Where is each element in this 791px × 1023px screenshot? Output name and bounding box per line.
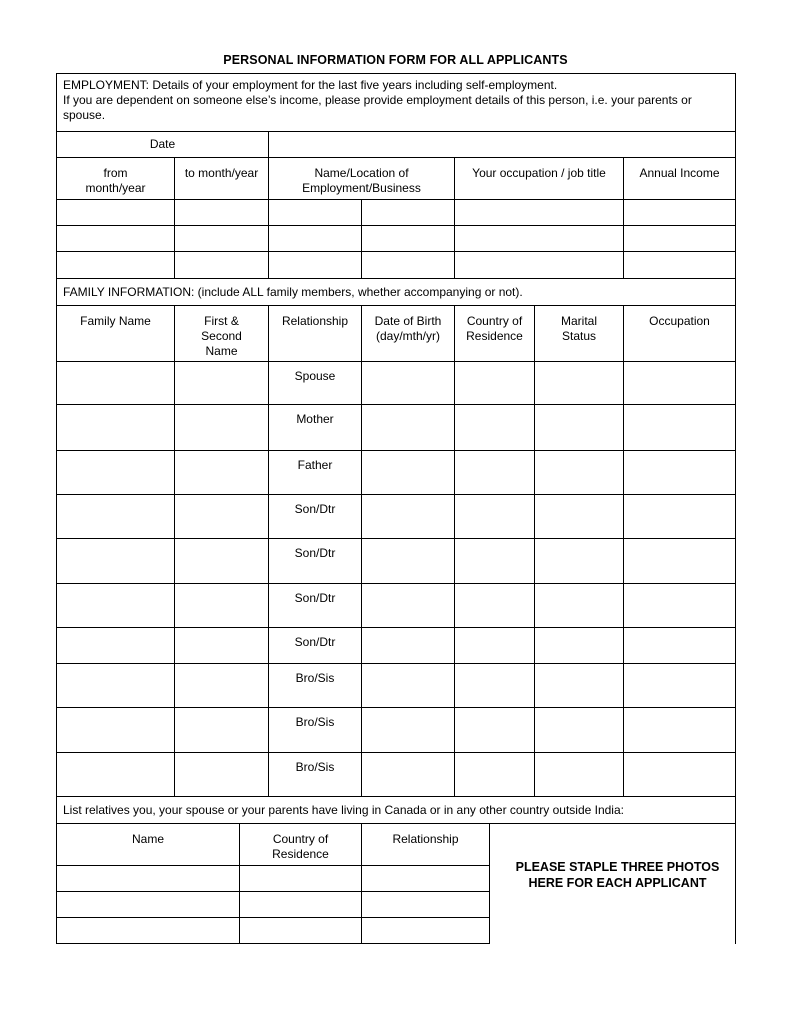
- emp-name-cell[interactable]: [269, 200, 362, 226]
- family-name-input[interactable]: [57, 451, 174, 465]
- relative-name-cell[interactable]: [57, 866, 240, 892]
- family-row: [57, 664, 736, 708]
- relative-country-cell[interactable]: [240, 866, 362, 892]
- family-row: [57, 753, 736, 797]
- country-cell[interactable]: [455, 495, 535, 539]
- relative-country-cell[interactable]: [240, 892, 362, 918]
- occupation-input[interactable]: [624, 362, 735, 376]
- first-name-cell[interactable]: [175, 584, 269, 628]
- header-date-of-birth: Date of Birth (day/mth/yr): [362, 306, 455, 362]
- country-cell[interactable]: [455, 708, 535, 753]
- relationship-cell: Mother: [269, 405, 362, 451]
- relationship-cell: Bro/Sis: [269, 664, 362, 708]
- marital-input[interactable]: [535, 405, 623, 419]
- family-name-cell[interactable]: [57, 664, 175, 708]
- marital-cell[interactable]: [535, 362, 624, 405]
- header-relative-name: Name: [57, 824, 240, 866]
- occupation-input[interactable]: [624, 628, 735, 642]
- occupation-input[interactable]: [624, 405, 735, 419]
- dob-input[interactable]: [362, 584, 454, 598]
- header-annual-income: Annual Income: [624, 158, 736, 200]
- marital-input[interactable]: [535, 628, 623, 642]
- emp-occupation-input[interactable]: [455, 226, 623, 240]
- family-row: [57, 584, 736, 628]
- relative-name-cell[interactable]: [57, 918, 240, 944]
- dob-cell[interactable]: [362, 708, 455, 753]
- relationship-cell: Father: [269, 451, 362, 495]
- emp-to-cell[interactable]: [175, 252, 269, 279]
- family-name-cell[interactable]: [57, 405, 175, 451]
- country-cell[interactable]: [455, 362, 535, 405]
- first-name-cell[interactable]: [175, 753, 269, 797]
- occupation-cell[interactable]: [624, 708, 736, 753]
- family-name-input[interactable]: [57, 753, 174, 767]
- occupation-cell[interactable]: [624, 451, 736, 495]
- header-relative-country: Country of Residence: [240, 824, 362, 866]
- first-name-input[interactable]: [175, 405, 268, 419]
- emp-location-cell[interactable]: [362, 200, 455, 226]
- relative-relationship-cell[interactable]: [362, 892, 490, 918]
- occupation-cell[interactable]: [624, 584, 736, 628]
- first-name-input[interactable]: [175, 362, 268, 376]
- family-name-cell[interactable]: [57, 362, 175, 405]
- family-row: [57, 495, 736, 539]
- relative-country-input[interactable]: [240, 918, 361, 932]
- country-cell[interactable]: [455, 584, 535, 628]
- date-field-cell[interactable]: [269, 132, 736, 158]
- relatives-intro: List relatives you, your spouse or your parents have living in Canada or in any other country outside India:: [57, 797, 736, 824]
- occupation-cell[interactable]: [624, 539, 736, 584]
- family-row: [57, 539, 736, 584]
- first-name-input[interactable]: [175, 495, 268, 509]
- emp-location-cell[interactable]: [362, 226, 455, 252]
- first-name-cell[interactable]: [175, 495, 269, 539]
- header-family-name: Family Name: [57, 306, 175, 362]
- employment-intro-line2: If you are dependent on someone else’s income, please provide employment details of this person, i.e. your parents or spouse.: [63, 93, 692, 122]
- header-occupation: Occupation: [624, 306, 736, 362]
- country-input[interactable]: [455, 753, 534, 767]
- first-name-cell[interactable]: [175, 362, 269, 405]
- family-name-input[interactable]: [57, 405, 174, 419]
- country-cell[interactable]: [455, 451, 535, 495]
- country-input[interactable]: [455, 362, 534, 376]
- first-name-input[interactable]: [175, 451, 268, 465]
- relationship-cell: Son/Dtr: [269, 628, 362, 664]
- marital-cell[interactable]: [535, 628, 624, 664]
- country-input[interactable]: [455, 495, 534, 509]
- emp-from-cell[interactable]: [57, 252, 175, 279]
- relationship-cell: Son/Dtr: [269, 495, 362, 539]
- country-cell[interactable]: [455, 628, 535, 664]
- emp-to-input[interactable]: [175, 226, 268, 240]
- family-name-input[interactable]: [57, 708, 174, 722]
- country-input[interactable]: [455, 584, 534, 598]
- marital-cell[interactable]: [535, 539, 624, 584]
- country-input[interactable]: [455, 664, 534, 678]
- dob-cell[interactable]: [362, 628, 455, 664]
- occupation-cell[interactable]: [624, 628, 736, 664]
- relative-relationship-input[interactable]: [362, 918, 489, 932]
- country-cell[interactable]: [455, 664, 535, 708]
- first-name-cell[interactable]: [175, 664, 269, 708]
- country-cell[interactable]: [455, 405, 535, 451]
- occupation-cell[interactable]: [624, 495, 736, 539]
- header-first-second-name: First & Second Name: [175, 306, 269, 362]
- date-label: Date: [57, 132, 269, 158]
- marital-input[interactable]: [535, 664, 623, 678]
- relative-name-input[interactable]: [57, 918, 239, 932]
- relationship-cell: Bro/Sis: [269, 708, 362, 753]
- country-cell[interactable]: [455, 539, 535, 584]
- family-name-cell[interactable]: [57, 753, 175, 797]
- emp-from-cell[interactable]: [57, 226, 175, 252]
- relative-relationship-cell[interactable]: [362, 918, 490, 944]
- occupation-cell[interactable]: [624, 664, 736, 708]
- occupation-cell[interactable]: [624, 405, 736, 451]
- country-cell[interactable]: [455, 753, 535, 797]
- dob-cell[interactable]: [362, 362, 455, 405]
- relative-relationship-cell[interactable]: [362, 866, 490, 892]
- emp-name-cell[interactable]: [269, 252, 362, 279]
- marital-cell[interactable]: [535, 495, 624, 539]
- emp-from-input[interactable]: [57, 200, 174, 214]
- emp-name-input[interactable]: [269, 252, 361, 266]
- family-name-cell[interactable]: [57, 495, 175, 539]
- family-name-input[interactable]: [57, 362, 174, 376]
- emp-from-input[interactable]: [57, 226, 174, 240]
- family-name-input[interactable]: [57, 539, 174, 553]
- family-row: [57, 628, 736, 664]
- emp-to-cell[interactable]: [175, 200, 269, 226]
- emp-location-input[interactable]: [362, 200, 454, 214]
- family-name-cell[interactable]: [57, 628, 175, 664]
- relative-relationship-input[interactable]: [362, 892, 489, 906]
- date-input[interactable]: [269, 132, 735, 146]
- country-input[interactable]: [455, 405, 534, 419]
- family-row: [57, 362, 736, 405]
- relative-name-cell[interactable]: [57, 892, 240, 918]
- family-row: [57, 405, 736, 451]
- family-name-cell[interactable]: [57, 584, 175, 628]
- first-name-input[interactable]: [175, 753, 268, 767]
- occupation-cell[interactable]: [624, 753, 736, 797]
- relative-country-input[interactable]: [240, 866, 361, 880]
- family-name-cell[interactable]: [57, 708, 175, 753]
- marital-input[interactable]: [535, 362, 623, 376]
- family-intro: FAMILY INFORMATION: (include ALL family members, whether accompanying or not).: [57, 279, 736, 306]
- marital-cell[interactable]: [535, 584, 624, 628]
- family-row: [57, 451, 736, 495]
- emp-from-input[interactable]: [57, 252, 174, 266]
- marital-input[interactable]: [535, 451, 623, 465]
- marital-cell[interactable]: [535, 753, 624, 797]
- emp-occupation-cell[interactable]: [455, 252, 624, 279]
- dob-input[interactable]: [362, 451, 454, 465]
- country-input[interactable]: [455, 628, 534, 642]
- emp-from-cell[interactable]: [57, 200, 175, 226]
- emp-occupation-input[interactable]: [455, 200, 623, 214]
- emp-to-cell[interactable]: [175, 226, 269, 252]
- dob-input[interactable]: [362, 628, 454, 642]
- family-name-input[interactable]: [57, 664, 174, 678]
- occupation-input[interactable]: [624, 708, 735, 722]
- emp-income-input[interactable]: [624, 200, 735, 214]
- employment-row: [57, 226, 736, 252]
- dob-input[interactable]: [362, 539, 454, 553]
- marital-input[interactable]: [535, 495, 623, 509]
- relative-country-cell[interactable]: [240, 918, 362, 944]
- relative-name-input[interactable]: [57, 892, 239, 906]
- emp-occupation-cell[interactable]: [455, 226, 624, 252]
- employment-row: [57, 200, 736, 226]
- emp-to-input[interactable]: [175, 200, 268, 214]
- occupation-input[interactable]: [624, 664, 735, 678]
- country-input[interactable]: [455, 539, 534, 553]
- marital-cell[interactable]: [535, 708, 624, 753]
- marital-input[interactable]: [535, 708, 623, 722]
- occupation-input[interactable]: [624, 451, 735, 465]
- emp-name-input[interactable]: [269, 200, 361, 214]
- emp-location-input[interactable]: [362, 226, 454, 240]
- form-title: PERSONAL INFORMATION FORM FOR ALL APPLICANTS: [223, 53, 568, 67]
- family-name-input[interactable]: [57, 495, 174, 509]
- emp-income-cell[interactable]: [624, 200, 736, 226]
- header-relationship: Relationship: [269, 306, 362, 362]
- family-row: [57, 708, 736, 753]
- emp-to-input[interactable]: [175, 252, 268, 266]
- main-form-table: [56, 73, 736, 824]
- first-name-input[interactable]: [175, 664, 268, 678]
- dob-input[interactable]: [362, 753, 454, 767]
- occupation-cell[interactable]: [624, 362, 736, 405]
- photo-instruction: PLEASE STAPLE THREE PHOTOS HERE FOR EACH APPLICANT: [515, 860, 720, 890]
- relationship-cell: Bro/Sis: [269, 753, 362, 797]
- employment-intro: [57, 74, 736, 132]
- occupation-input[interactable]: [624, 584, 735, 598]
- first-name-cell[interactable]: [175, 405, 269, 451]
- header-from: from month/year: [57, 158, 175, 200]
- dob-cell[interactable]: [362, 584, 455, 628]
- occupation-input[interactable]: [624, 495, 735, 509]
- relatives-table: [56, 823, 736, 944]
- first-name-input[interactable]: [175, 539, 268, 553]
- marital-input[interactable]: [535, 539, 623, 553]
- dob-cell[interactable]: [362, 539, 455, 584]
- marital-cell[interactable]: [535, 405, 624, 451]
- dob-cell[interactable]: [362, 753, 455, 797]
- family-name-cell[interactable]: [57, 451, 175, 495]
- dob-cell[interactable]: [362, 451, 455, 495]
- emp-income-input[interactable]: [624, 252, 735, 266]
- dob-cell[interactable]: [362, 495, 455, 539]
- first-name-input[interactable]: [175, 584, 268, 598]
- family-name-cell[interactable]: [57, 539, 175, 584]
- photo-staple-area: [490, 824, 736, 944]
- emp-name-cell[interactable]: [269, 226, 362, 252]
- occupation-input[interactable]: [624, 753, 735, 767]
- emp-income-cell[interactable]: [624, 252, 736, 279]
- emp-income-input[interactable]: [624, 226, 735, 240]
- relative-name-input[interactable]: [57, 866, 239, 880]
- dob-input[interactable]: [362, 708, 454, 722]
- employment-intro-line1: EMPLOYMENT: Details of your employment for the last five years including self-employment.: [63, 78, 558, 92]
- first-name-input[interactable]: [175, 708, 268, 722]
- first-name-cell[interactable]: [175, 708, 269, 753]
- first-name-cell[interactable]: [175, 628, 269, 664]
- header-relative-relationship: Relationship: [362, 824, 490, 866]
- emp-location-cell[interactable]: [362, 252, 455, 279]
- relationship-cell: Spouse: [269, 362, 362, 405]
- relationship-cell: Son/Dtr: [269, 539, 362, 584]
- header-occupation: Your occupation / job title: [455, 158, 624, 200]
- dob-input[interactable]: [362, 495, 454, 509]
- header-to: to month/year: [175, 158, 269, 200]
- emp-occupation-input[interactable]: [455, 252, 623, 266]
- marital-cell[interactable]: [535, 451, 624, 495]
- first-name-cell[interactable]: [175, 451, 269, 495]
- dob-input[interactable]: [362, 664, 454, 678]
- emp-location-input[interactable]: [362, 252, 454, 266]
- first-name-input[interactable]: [175, 628, 268, 642]
- dob-input[interactable]: [362, 362, 454, 376]
- country-input[interactable]: [455, 451, 534, 465]
- relative-country-input[interactable]: [240, 892, 361, 906]
- relative-relationship-input[interactable]: [362, 866, 489, 880]
- relationship-cell: Son/Dtr: [269, 584, 362, 628]
- marital-input[interactable]: [535, 753, 623, 767]
- first-name-cell[interactable]: [175, 539, 269, 584]
- header-country-of-residence: Country of Residence: [455, 306, 535, 362]
- emp-name-input[interactable]: [269, 226, 361, 240]
- family-name-input[interactable]: [57, 584, 174, 598]
- marital-input[interactable]: [535, 584, 623, 598]
- emp-occupation-cell[interactable]: [455, 200, 624, 226]
- emp-income-cell[interactable]: [624, 226, 736, 252]
- occupation-input[interactable]: [624, 539, 735, 553]
- family-name-input[interactable]: [57, 628, 174, 642]
- marital-cell[interactable]: [535, 664, 624, 708]
- dob-cell[interactable]: [362, 664, 455, 708]
- employment-row: [57, 252, 736, 279]
- dob-input[interactable]: [362, 405, 454, 419]
- dob-cell[interactable]: [362, 405, 455, 451]
- country-input[interactable]: [455, 708, 534, 722]
- header-marital-status: Marital Status: [535, 306, 624, 362]
- header-name-location: Name/Location of Employment/Business: [269, 158, 455, 200]
